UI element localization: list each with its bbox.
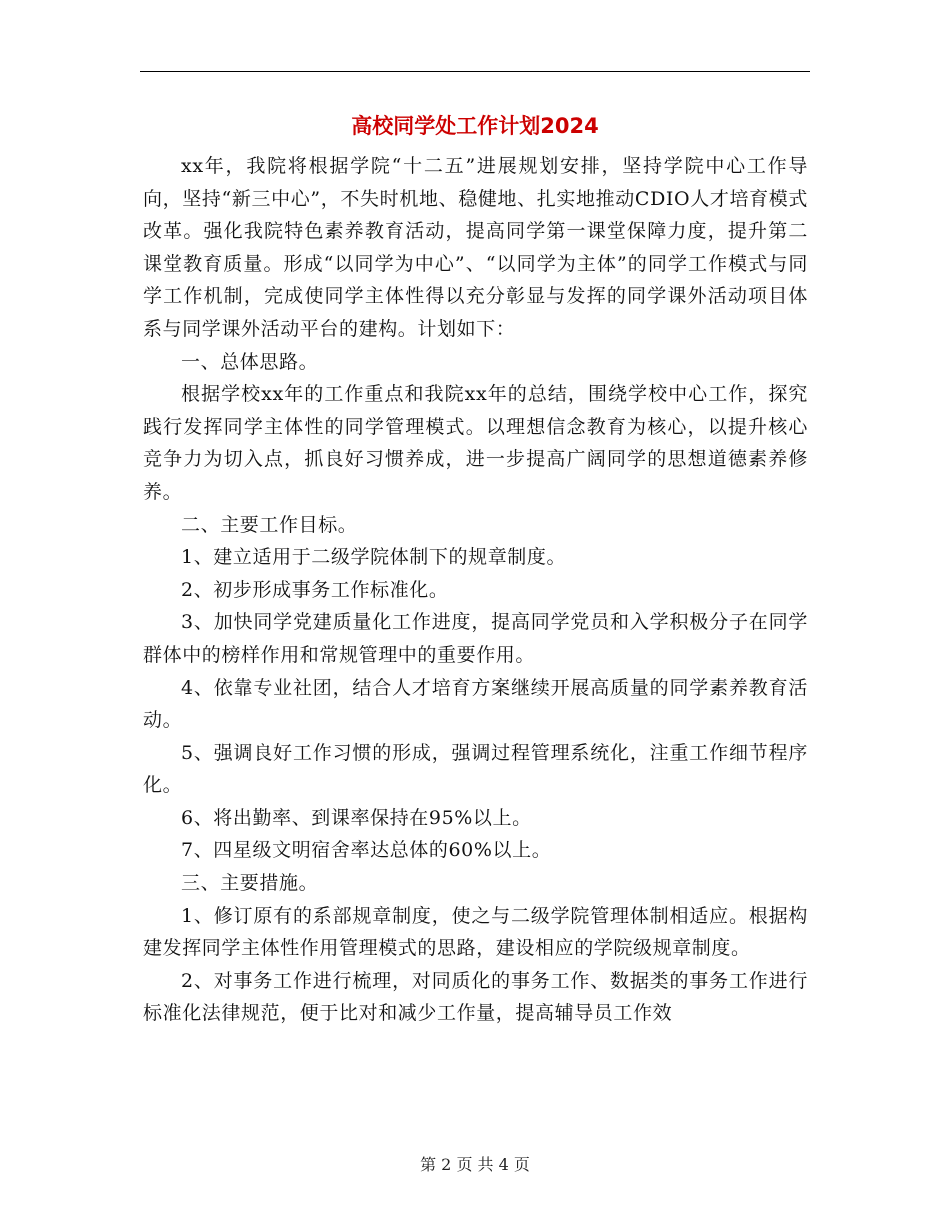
goal-item-2: 2、初步形成事务工作标准化。	[181, 578, 449, 601]
measure-item-1: 1、修订原有的系部规章制度，使之与二级学院管理体制相适应。根据构建发挥同学主体性作用管理模式的思路，建设相应的学院级规章制度。	[143, 904, 808, 960]
goal-item-3: 3、加快同学党建质量化工作进度，提高同学党员和入学积极分子在同学群体中的榜样作用和常规管理中的重要作用。	[143, 611, 808, 666]
heading-overall-approach: 一、总体思路。	[181, 350, 319, 373]
document-title: 高校同学处工作计划2024	[351, 114, 599, 138]
goal-item-7: 7、四星级文明宿舍率达总体的60%以上。	[181, 839, 552, 862]
goal-item-6: 6、将出勤率、到课率保持在95%以上。	[181, 806, 532, 829]
goal-item-5: 5、强调良好工作习惯的形成，强调过程管理系统化，注重工作细节程序化。	[143, 741, 808, 797]
paragraph-intro: xx年，我院将根据学院“十二五”进展规划安排，坚持学院中心工作导向，坚持“新三中心”，不失时机地、稳健地、扎实地推动CDIO人才培育模式改革。强化我院特色素养教育活动，提高同学第一课堂保障力度，提升第二课堂教育质量。形成“以同学为中心”、“以同学为主体”的同学工作模式与同学工作机制，完成使同学主体性得以充分彰显与发挥的同学课外活动项目体系与同学课外活动平台的建构。计划如下：	[143, 155, 808, 340]
paragraph-overall-approach: 根据学校xx年的工作重点和我院xx年的总结，围绕学校中心工作，探究践行发挥同学主体性的同学管理模式。以理想信念教育为核心，以提升核心竞争力为切入点，抓良好习惯养成，进一步提高广阔同学的思想道德素养修养。	[143, 383, 808, 503]
heading-main-goals: 二、主要工作目标。	[181, 513, 358, 536]
goal-item-4: 4、依靠专业社团，结合人才培育方案继续开展高质量的同学素养教育活动。	[143, 676, 808, 732]
document-body	[143, 150, 808, 1030]
measure-item-2: 2、对事务工作进行梳理，对同质化的事务工作、数据类的事务工作进行标准化法律规范，便于比对和减少工作量，提高辅导员工作效	[143, 969, 808, 1025]
goal-item-1: 1、建立适用于二级学院体制下的规章制度。	[181, 546, 567, 569]
page-number-footer: 第 2 页 共 4 页	[420, 1155, 530, 1174]
heading-main-measures: 三、主要措施。	[181, 872, 319, 895]
header-rule	[140, 71, 810, 72]
